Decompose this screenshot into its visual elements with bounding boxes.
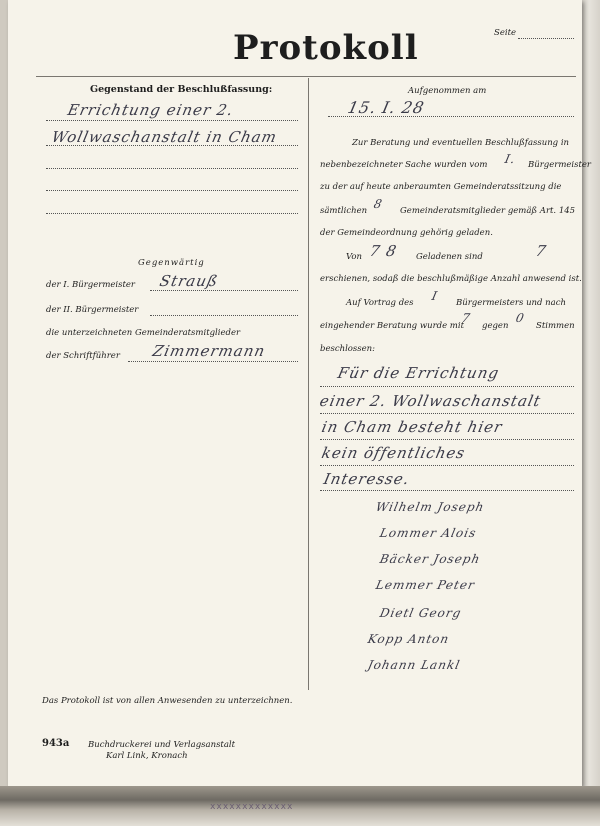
text-line-9b: gegen — [482, 321, 509, 331]
buergermeister-1-label: der I. Bürgermeister — [46, 280, 135, 290]
rule — [150, 290, 298, 291]
text-line-6-value-2: 7 — [534, 242, 549, 260]
beschluss-line-2: einer 2. Wollwaschanstalt — [318, 392, 543, 410]
signature-4: Lemmer Peter — [374, 578, 477, 592]
text-line-7: erschienen, sodaß die beschlußmäßige Anzahl anwesend ist. — [320, 274, 582, 284]
text-line-2a: nebenbezeichneter Sache wurden vom — [320, 160, 488, 170]
text-line-9-value-1: 7 — [460, 311, 473, 325]
rule — [328, 116, 574, 117]
header-rule — [36, 76, 576, 77]
text-line-4-value: 8 — [372, 197, 385, 211]
text-line-9a: eingehender Beratung wurde mit — [320, 321, 465, 331]
text-line-6-value-1: 7 8 — [368, 242, 399, 260]
rule — [46, 190, 298, 191]
aufgenommen-date: 15. I. 28 — [345, 98, 427, 117]
rule — [320, 413, 574, 414]
rule — [320, 439, 574, 440]
schriftfuehrer-label: der Schriftführer — [46, 351, 120, 361]
signature-6: Kopp Anton — [366, 632, 451, 646]
text-line-8b: Bürgermeisters und nach — [456, 298, 566, 308]
signature-7: Johann Lankl — [366, 658, 462, 672]
rule — [46, 145, 298, 146]
printer-line-1: Buchdruckerei und Verlagsanstalt — [88, 740, 236, 750]
text-line-9c: Stimmen — [536, 321, 575, 331]
text-line-8a: Auf Vortrag des — [346, 298, 414, 308]
text-line-8-value: I — [430, 289, 440, 303]
text-line-4b: Gemeinderatsmitglieder gemäß Art. 145 — [400, 206, 576, 216]
aufgenommen-label: Aufgenommen am — [408, 86, 487, 96]
column-divider — [308, 78, 309, 690]
protocol-page — [8, 0, 591, 786]
text-line-10: beschlossen: — [320, 344, 375, 354]
text-line-6b: Geladenen sind — [416, 252, 483, 262]
text-line-9-value-2: 0 — [514, 311, 527, 325]
rule — [46, 168, 298, 169]
text-line-2b: Bürgermeister — [528, 160, 591, 170]
text-line-1: Zur Beratung und eventuellen Beschlußfassung in — [352, 138, 570, 148]
form-number: 943a — [42, 738, 70, 749]
buergermeister-2-label: der II. Bürgermeister — [46, 305, 139, 315]
rule — [128, 361, 298, 362]
gegenwaertig-label: Gegenwärtig — [138, 258, 205, 268]
signature-1: Wilhelm Joseph — [374, 500, 486, 514]
rule — [320, 490, 574, 491]
gegenstand-line-1: Errichtung einer 2. — [66, 101, 236, 119]
text-line-2-value: I. — [503, 152, 518, 166]
page-title: Protokoll — [233, 28, 419, 68]
text-line-4a: sämtlichen — [320, 206, 368, 216]
schriftfuehrer-value: Zimmermann — [151, 342, 268, 360]
text-line-6a: Von — [346, 252, 362, 262]
rule — [320, 465, 574, 466]
rule — [150, 315, 298, 316]
text-line-5: der Gemeindeordnung gehörig geladen. — [320, 228, 493, 238]
buergermeister-1-value: Strauß — [158, 272, 221, 290]
rule — [320, 386, 574, 387]
footer-note: Das Protokoll ist von allen Anwesenden zu unterzeichnen. — [42, 696, 293, 706]
beschluss-line-5: Interesse. — [322, 470, 412, 488]
signature-3: Bäcker Joseph — [378, 552, 482, 566]
signature-2: Lommer Alois — [378, 526, 478, 540]
mitglieder-label: die unterzeichneten Gemeinderatsmitglieder — [46, 328, 241, 338]
text-line-3: zu der auf heute anberaumten Gemeinderatssitzung die — [320, 182, 562, 192]
gegenstand-line-2: Wollwaschanstalt in Cham — [50, 128, 279, 146]
edge-typewriter-text: xxxxxxxxxxxxx — [210, 802, 294, 812]
rule — [46, 213, 298, 214]
printer-line-2: Karl Link, Kronach — [106, 751, 188, 761]
beschluss-line-3: in Cham besteht hier — [320, 418, 505, 436]
adjacent-page-strip — [582, 0, 600, 790]
gegenstand-label: Gegenstand der Beschlußfassung: — [90, 84, 273, 95]
seite-line — [518, 38, 574, 39]
beschluss-line-1: Für die Errichtung — [336, 364, 502, 382]
seite-label: Seite — [494, 28, 517, 38]
rule — [46, 120, 298, 121]
signature-5: Dietl Georg — [378, 606, 463, 620]
paper-stack-edge — [0, 786, 600, 826]
beschluss-line-4: kein öffentliches — [320, 444, 468, 462]
